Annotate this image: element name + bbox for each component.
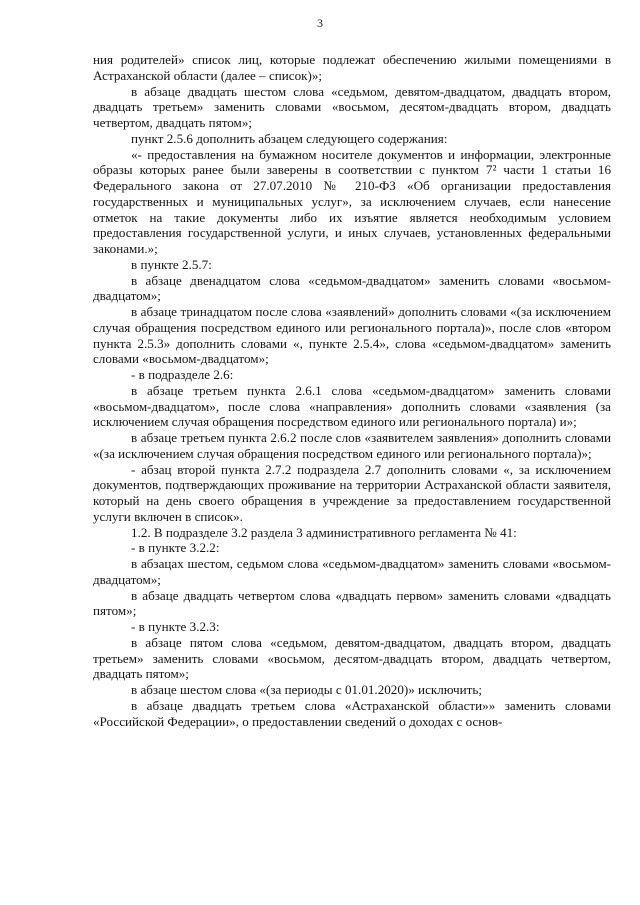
paragraph: - абзац второй пункта 2.7.2 подраздела 2.7 дополнить словами «, за исключением документов, подтверждающих проживание на территории Астраханской области заявителя, который на день своего обращения в учреждение за предоставлением государственной услуги включен в список».: [93, 461, 611, 524]
paragraph: в пункте 2.5.7:: [131, 256, 212, 272]
document-body: [93, 52, 611, 729]
paragraph: - в пункте 3.2.3:: [131, 619, 220, 634]
paragraph: в абзаце пятом слова «седьмом, девятом-двадцатом, двадцать втором, двадцать третьем» заменить словами «восьмом, десятом-двадцать втором, двадцать четвертом, двадцать пятом»;: [93, 634, 611, 682]
paragraph: в абзаце третьем пункта 2.6.1 слова «седьмом-двадцатом» заменить словами «восьмом-двадцатом», после слова «направления» дополнить словами «заявления (за исключением случая обращения посредством единого или регионального портала) и»;: [93, 382, 611, 430]
paragraph: в абзаце шестом слова «(за периоды с 01.01.2020)» исключить;: [131, 682, 482, 697]
paragraph: - в пункте 3.2.2:: [131, 540, 220, 556]
paragraph: ния родителей» список лиц, которые подлежат обеспечению жилыми помещениями в Астраханской области (далее – список)»;: [93, 52, 611, 83]
paragraph: в абзаце тринадцатом после слова «заявлений» дополнить словами «(за исключением случая обращения посредством единого или регионального портала)», после слов «втором пункта 2.5.3» дополнить словами «, пункте 2.5.4», слова «седьмом-двадцатом» заменить словами «восьмом-двадцатом»;: [93, 304, 611, 367]
paragraph: в абзацах шестом, седьмом слова «седьмом-двадцатом» заменить словами «восьмом-двадцатом»;: [93, 556, 611, 587]
paragraph: «- предоставления на бумажном носителе документов и информации, электронные образы которых ранее были заверены в соответствии с пунктом 7² части 1 статьи 16 Федерального закона от 27.07.2010 № 210-ФЗ «Об организации предоставления государственных и муниципальных услуг», за исключением случаев, если нанесение отметок на такие документы либо их изъятие является необходимым условием предоставления государственной услуги, и иных случаев, установленных федеральными законами.»;: [93, 146, 611, 256]
paragraph: в абзаце двадцать третьем слова «Астраханской области»» заменить словами «Российской Федерации», о предоставлении сведений о доходах с основ-: [93, 697, 611, 729]
paragraph: в абзаце двенадцатом слова «седьмом-двадцатом» заменить словами «восьмом-двадцатом»;: [93, 272, 611, 304]
paragraph: в абзаце двадцать шестом слова «седьмом, девятом-двадцатом, двадцать втором, двадцать третьем» заменить словами «восьмом, десятом-двадцать втором, двадцать четвертом, двадцать пятом»;: [93, 83, 611, 130]
page-number: 3: [317, 16, 323, 30]
paragraph: 1.2. В подразделе 3.2 раздела 3 административного регламента № 41:: [131, 524, 517, 540]
paragraph: - в подразделе 2.6:: [131, 367, 234, 382]
paragraph: пункт 2.5.6 дополнить абзацем следующего содержания:: [131, 130, 448, 146]
paragraph: в абзаце третьем пункта 2.6.2 после слов «заявителем заявления» дополнить словами «(за исключением случая обращения посредством единого или регионального портала)»;: [93, 430, 611, 461]
paragraph: в абзаце двадцать четвертом слова «двадцать первом» заменить словами «двадцать пятом»;: [93, 587, 611, 619]
